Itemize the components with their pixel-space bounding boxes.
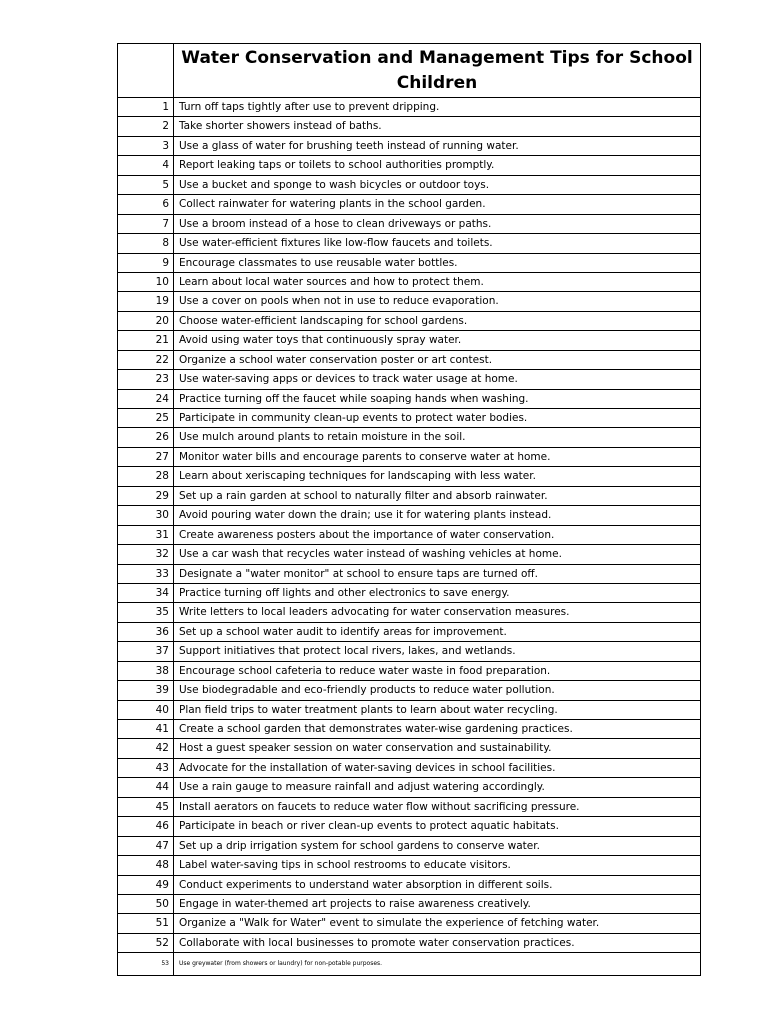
tip-text: Conduct experiments to understand water absorption in different soils. [179, 878, 553, 891]
table-row [118, 914, 700, 933]
tip-number: 35 [118, 603, 174, 621]
table-row [118, 448, 700, 467]
table-row [118, 351, 700, 370]
table-row [118, 390, 700, 409]
tip-text: Organize a school water conservation poster or art contest. [179, 353, 493, 366]
tip-number: 23 [118, 370, 174, 388]
tip-number: 32 [118, 545, 174, 563]
table-row [118, 759, 700, 778]
tip-number: 21 [118, 331, 174, 349]
tip-text: Organize a "Walk for Water" event to simulate the experience of fetching water. [179, 917, 600, 930]
table-row [118, 487, 700, 506]
tip-number: 50 [118, 895, 174, 913]
tip-text: Practice turning off the faucet while soaping hands when washing. [179, 392, 529, 405]
tip-text: Install aerators on faucets to reduce water flow without sacrificing pressure. [179, 800, 580, 813]
tip-text: Designate a "water monitor" at school to ensure taps are turned off. [179, 567, 538, 580]
tip-text: Turn off taps tightly after use to prevent dripping. [179, 101, 440, 113]
table-row [118, 876, 700, 895]
table-row [118, 292, 700, 311]
tip-text: Use a broom instead of a hose to clean driveways or paths. [179, 217, 492, 230]
tip-number: 47 [118, 837, 174, 855]
tip-number: 6 [118, 195, 174, 213]
header-number-cell [118, 44, 174, 97]
table-row [118, 234, 700, 253]
table-row [118, 817, 700, 836]
tip-number: 49 [118, 876, 174, 894]
tip-number: 2 [118, 117, 174, 135]
tip-number: 48 [118, 856, 174, 874]
tip-number: 33 [118, 565, 174, 583]
table-row [118, 681, 700, 700]
tip-text: Report leaking taps or toilets to school authorities promptly. [179, 159, 495, 172]
tips-list [118, 98, 700, 975]
tip-text: Use a glass of water for brushing teeth instead of running water. [179, 139, 519, 152]
tip-text: Use mulch around plants to retain moisture in the soil. [179, 431, 466, 444]
tip-text: Advocate for the installation of water-saving devices in school facilities. [179, 761, 556, 774]
tip-text: Learn about xeriscaping techniques for landscaping with less water. [179, 470, 536, 483]
table-row [118, 701, 700, 720]
tip-text: Choose water-efficient landscaping for school gardens. [179, 314, 468, 327]
tip-number: 52 [118, 934, 174, 952]
tip-number: 37 [118, 642, 174, 660]
tip-number: 42 [118, 739, 174, 757]
tip-text: Participate in beach or river clean-up events to protect aquatic habitats. [179, 820, 559, 833]
table-row [118, 934, 700, 953]
table-row [118, 526, 700, 545]
tip-number: 39 [118, 681, 174, 699]
table-row [118, 273, 700, 292]
table-row [118, 953, 700, 975]
table-row [118, 798, 700, 817]
tips-table [117, 43, 701, 976]
table-row [118, 156, 700, 175]
tip-number: 53 [118, 953, 174, 975]
table-row [118, 176, 700, 195]
tip-text: Use water-saving apps or devices to track water usage at home. [179, 373, 518, 386]
tip-number: 4 [118, 156, 174, 174]
tip-text: Use a bucket and sponge to wash bicycles or outdoor toys. [179, 178, 490, 191]
tip-text: Encourage classmates to use reusable water bottles. [179, 256, 458, 269]
tip-text: Monitor water bills and encourage parents to conserve water at home. [179, 450, 551, 463]
tip-number: 19 [118, 292, 174, 310]
tip-number: 28 [118, 467, 174, 485]
tip-text: Set up a rain garden at school to naturally filter and absorb rainwater. [179, 489, 548, 502]
tip-text: Host a guest speaker session on water conservation and sustainability. [179, 742, 552, 755]
tip-number: 34 [118, 584, 174, 602]
tip-text: Take shorter showers instead of baths. [179, 120, 382, 133]
table-row [118, 778, 700, 797]
tip-number: 36 [118, 623, 174, 641]
tip-number: 31 [118, 526, 174, 544]
tip-number: 5 [118, 176, 174, 194]
table-row [118, 895, 700, 914]
table-row [118, 331, 700, 350]
table-row [118, 720, 700, 739]
table-row [118, 467, 700, 486]
table-row [118, 370, 700, 389]
tip-text: Plan field trips to water treatment plants to learn about water recycling. [179, 703, 558, 716]
table-row [118, 137, 700, 156]
tip-text: Collect rainwater for watering plants in the school garden. [179, 198, 486, 211]
tip-number: 24 [118, 390, 174, 408]
tip-number: 44 [118, 778, 174, 796]
tip-number: 9 [118, 254, 174, 272]
tip-text: Set up a school water audit to identify areas for improvement. [179, 625, 507, 638]
tip-text: Write letters to local leaders advocating for water conservation measures. [179, 606, 570, 619]
tip-number: 40 [118, 701, 174, 719]
tip-text: Set up a drip irrigation system for school gardens to conserve water. [179, 839, 540, 852]
tip-number: 10 [118, 273, 174, 291]
tip-text: Support initiatives that protect local rivers, lakes, and wetlands. [179, 645, 516, 658]
table-row [118, 545, 700, 564]
table-row [118, 584, 700, 603]
table-row [118, 428, 700, 447]
tip-number: 46 [118, 817, 174, 835]
table-row [118, 254, 700, 273]
tip-number: 1 [118, 98, 174, 116]
table-row [118, 623, 700, 642]
tip-text: Use a car wash that recycles water instead of washing vehicles at home. [179, 548, 562, 561]
tip-number: 43 [118, 759, 174, 777]
table-row [118, 409, 700, 428]
tip-number: 41 [118, 720, 174, 738]
table-header [118, 44, 700, 98]
tip-number: 26 [118, 428, 174, 446]
tip-text: Encourage school cafeteria to reduce water waste in food preparation. [179, 664, 551, 677]
table-row [118, 603, 700, 622]
tip-number: 20 [118, 312, 174, 330]
tip-text: Collaborate with local businesses to promote water conservation practices. [179, 936, 575, 949]
tip-text: Use water-efficient fixtures like low-flow faucets and toilets. [179, 237, 493, 250]
table-row [118, 506, 700, 525]
table-row [118, 642, 700, 661]
tip-text: Use a cover on pools when not in use to reduce evaporation. [179, 295, 499, 308]
tip-text: Avoid using water toys that continuously spray water. [179, 334, 462, 347]
tip-number: 45 [118, 798, 174, 816]
tip-text: Participate in community clean-up events to protect water bodies. [179, 412, 528, 424]
tip-number: 22 [118, 351, 174, 369]
tip-number: 3 [118, 137, 174, 155]
table-row [118, 195, 700, 214]
table-row [118, 117, 700, 136]
tip-number: 51 [118, 914, 174, 932]
table-row [118, 312, 700, 331]
tip-number: 7 [118, 215, 174, 233]
page-title: Water Conservation and Management Tips for School Children [181, 47, 693, 93]
table-row [118, 837, 700, 856]
tip-text: Create awareness posters about the importance of water conservation. [179, 528, 555, 541]
tip-number: 38 [118, 662, 174, 680]
tip-text: Use biodegradable and eco-friendly products to reduce water pollution. [179, 684, 555, 697]
tip-text: Engage in water-themed art projects to raise awareness creatively. [179, 897, 531, 910]
tip-number: 29 [118, 487, 174, 505]
table-row [118, 739, 700, 758]
table-row [118, 856, 700, 875]
tip-number: 8 [118, 234, 174, 252]
tip-text: Practice turning off lights and other electronics to save energy. [179, 586, 510, 599]
tip-text: Create a school garden that demonstrates water-wise gardening practices. [179, 723, 573, 735]
table-row [118, 662, 700, 681]
tip-number: 25 [118, 409, 174, 427]
tip-text: Use greywater (from showers or laundry) for non-potable purposes. [179, 960, 383, 968]
table-row [118, 98, 700, 117]
tip-text: Avoid pouring water down the drain; use it for watering plants instead. [179, 509, 552, 522]
tip-text: Label water-saving tips in school restrooms to educate visitors. [179, 859, 511, 872]
tip-text: Learn about local water sources and how to protect them. [179, 275, 484, 288]
table-row [118, 565, 700, 584]
tip-text: Use a rain gauge to measure rainfall and adjust watering accordingly. [179, 781, 545, 794]
tip-number: 30 [118, 506, 174, 524]
table-row [118, 215, 700, 234]
tip-number: 27 [118, 448, 174, 466]
